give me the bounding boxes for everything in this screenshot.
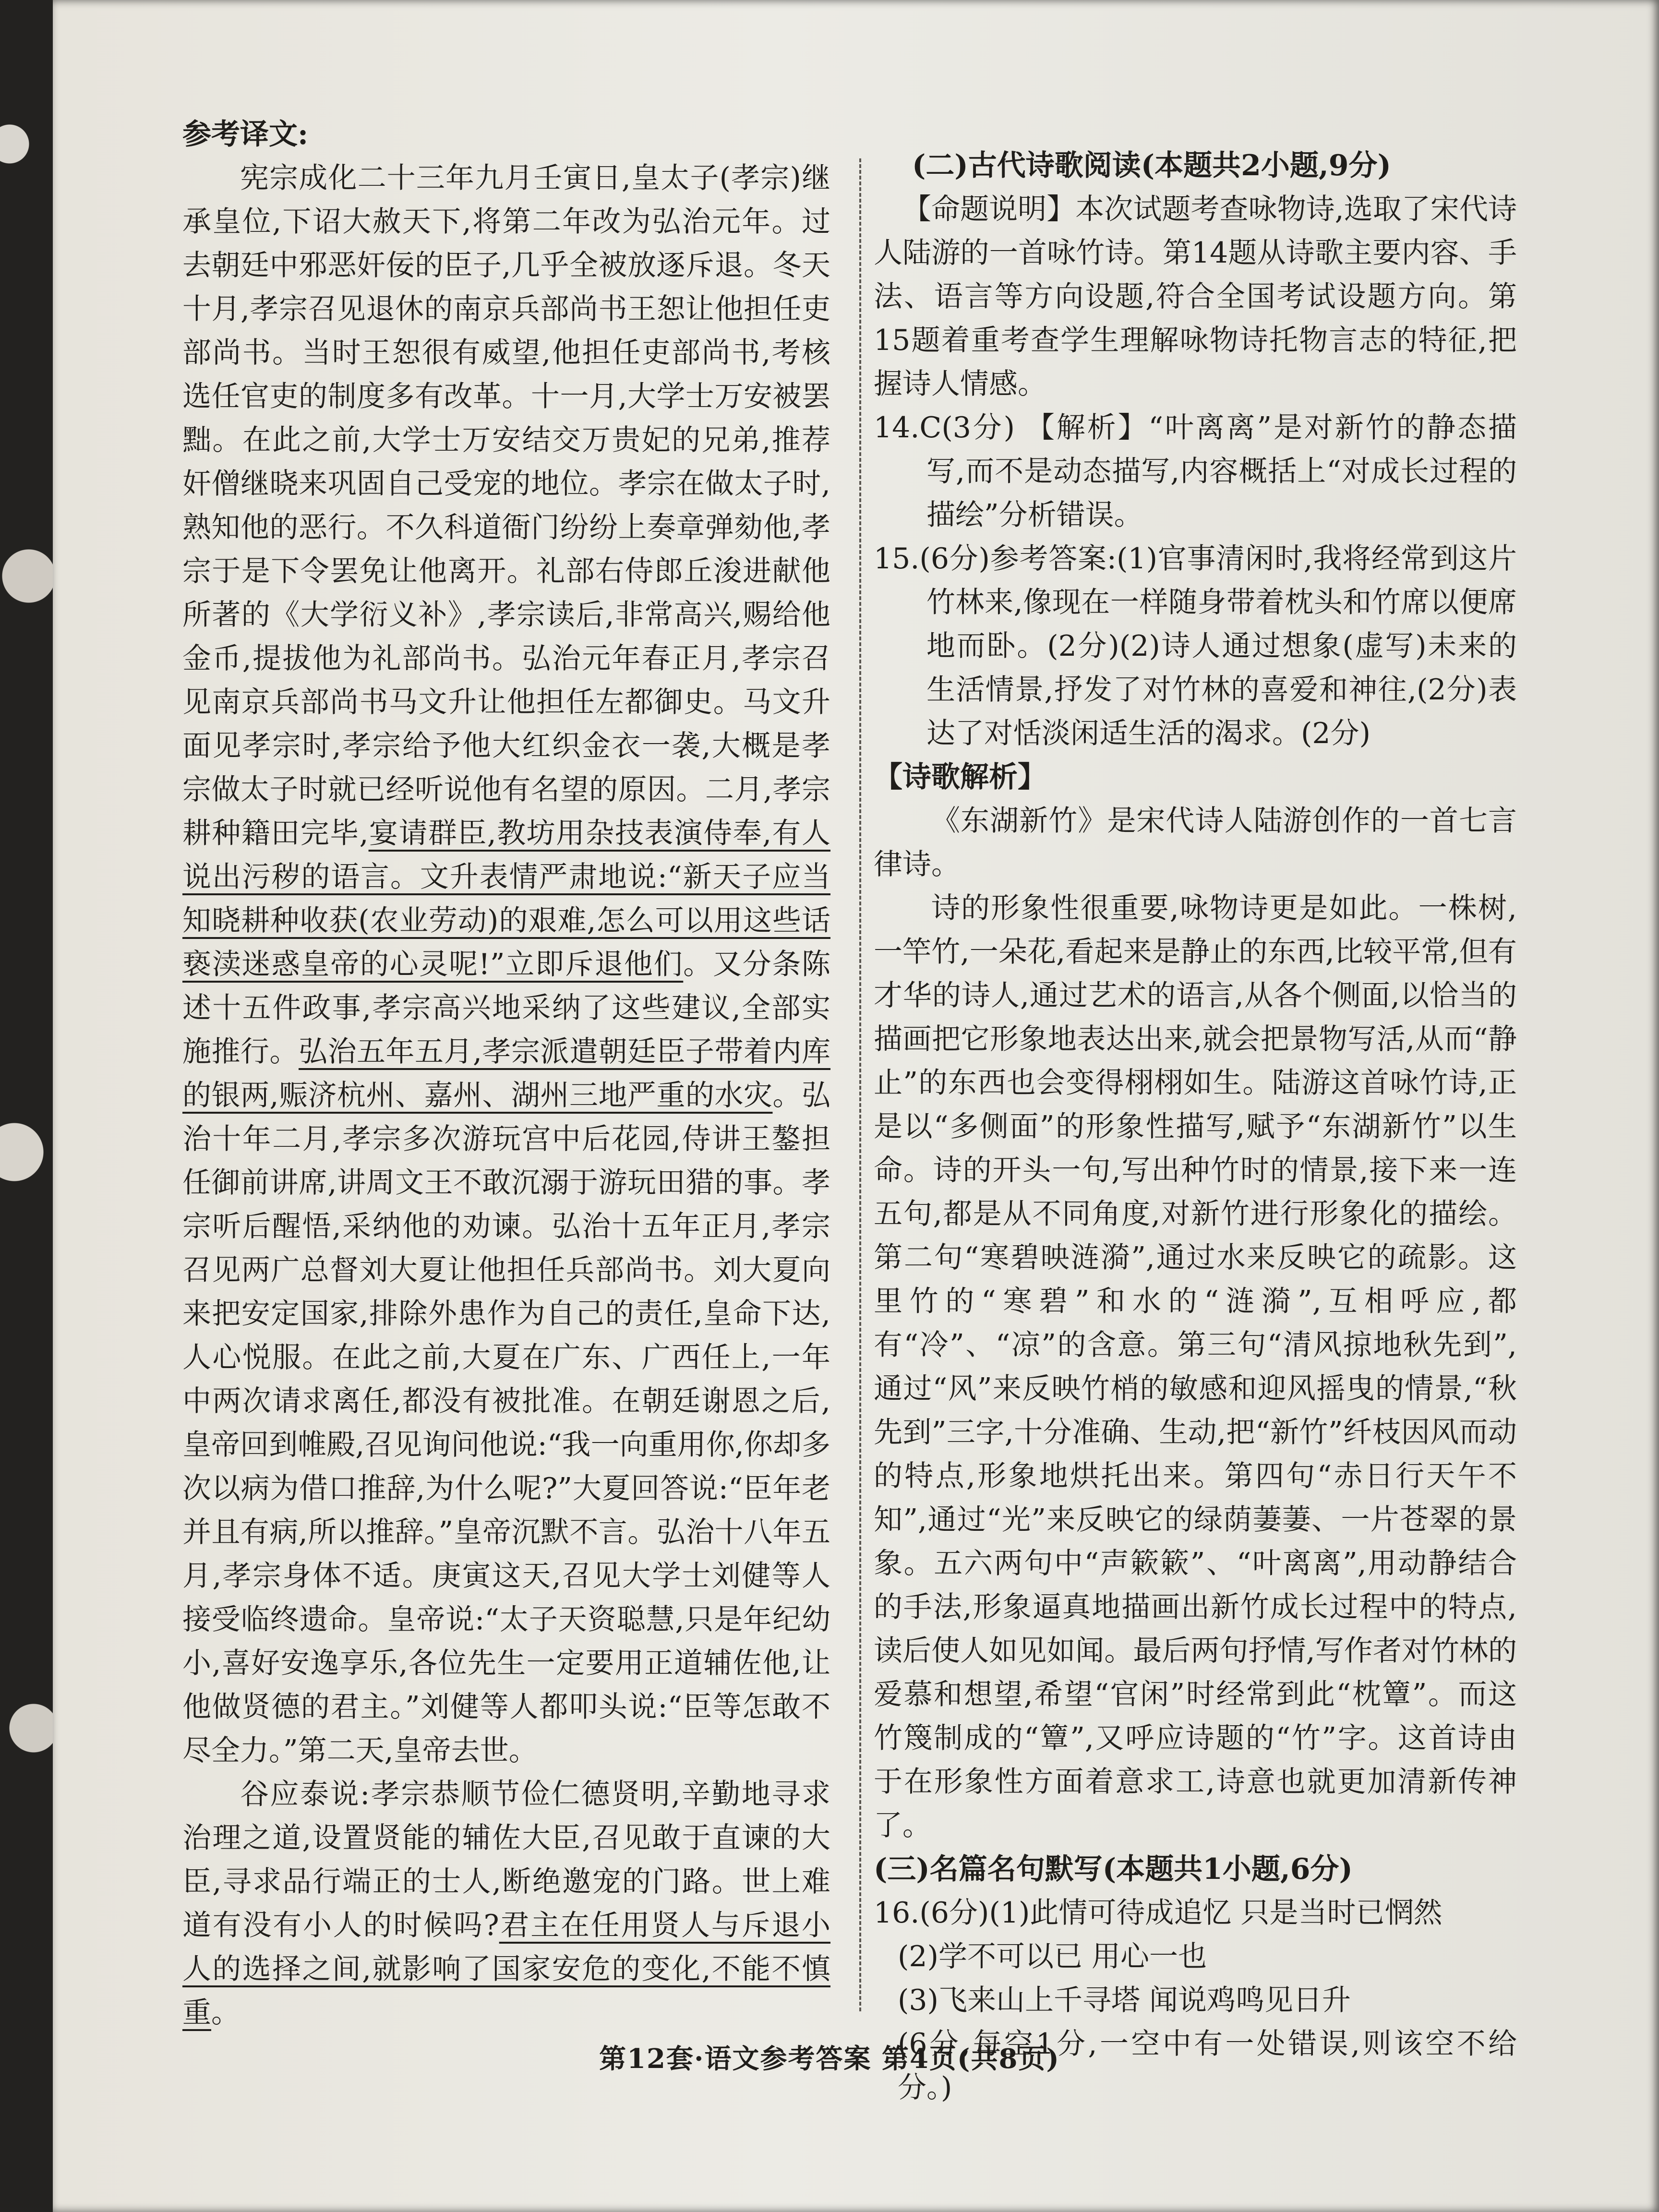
translation-heading: 参考译文:: [182, 118, 309, 151]
section3-title: (三)名篇名句默写(本题共1小题,6分): [874, 1852, 1353, 1886]
para2-underlined: 君主在任用贤人与斥退小人的选择之间,就影响了国家安危的变化,不能不慎重: [182, 1909, 831, 2030]
question-16-line-1: 16.(6分)(1)此情可待成追忆 只是当时已惘然: [874, 1896, 1443, 1930]
question-16-line-2: (2)学不可以已 用心一也: [898, 1940, 1207, 1973]
question-16-line-3: (3)飞来山上千寻塔 闻说鸡鸣见日升: [898, 1984, 1351, 2017]
left-column: [182, 113, 830, 2035]
poem-analysis-label: 【诗歌解析】: [874, 760, 1046, 794]
page-footer: 第12套·语文参考答案 第4页(共8页): [599, 2043, 1060, 2075]
right-column: [874, 144, 1517, 2110]
translation-paragraph-2: [182, 1773, 830, 2035]
para2-text-a: 谷应泰说:孝宗恭顺节俭仁德贤明,辛勤地寻求治理之道,设置贤能的辅佐大臣,召见敢于直谏的大臣,寻求品行端正的士人,断绝邀宠的门路。世上难道有没有小人的时候吗?: [182, 1778, 830, 1942]
question-16-note: (6分,每空1分,一空中有一处错误,则该空不给分。): [898, 2027, 1517, 2104]
column-divider: [859, 158, 861, 2011]
translation-paragraph-1: [182, 156, 830, 1773]
para1-text-c: 。弘治十年二月,孝宗多次游玩宫中后花园,侍讲王鏊担任御前讲席,讲周文王不敢沉溺于游玩田猎的事。孝宗听后醒悟,采纳他的劝谏。弘治十五年正月,孝宗召见两广总督刘大夏让他担任兵部尚书。刘大夏向来把安定国家,排除外患作为自己的责任,皇命下达,人心悦服。在此之前,大夏在广东、广西任上,一年中两次请求离任,都没有被批准。在朝廷谢恩之后,皇帝回到帷殿,召见询问他说:“我一向重用你,你却多次以病为借口推辞,为什么呢?”大夏回答说:“臣年老并且有病,所以推辞。”皇帝沉默不言。弘治十八年五月,孝宗身体不适。庚寅这天,召见大学士刘健等人接受临终遗命。皇帝说:“太子天资聪慧,只是年纪幼小,喜好安逸享乐,各位先生一定要用正道辅佐他,让他做贤德的君主。”刘健等人都叩头说:“臣等怎敢不尽全力。”第二天,皇帝去世。: [182, 1079, 830, 1767]
para1-text-a: 宪宗成化二十三年九月壬寅日,皇太子(孝宗)继承皇位,下诏大赦天下,将第二年改为弘治元年。过去朝廷中邪恶奸佞的臣子,几乎全被放逐斥退。冬天十月,孝宗召见退休的南京兵部尚书王恕让他担任吏部尚书。当时王恕很有威望,他担任吏部尚书,考核选任官吏的制度多有改革。十一月,大学士万安被罢黜。在此之前,大学士万安结交万贵妃的兄弟,推荐奸僧继晓来巩固自己受宠的地位。孝宗在做太子时,熟知他的恶行。不久科道衙门纷纷上奏章弹劾他,孝宗于是下令罢免让他离开。礼部右侍郎丘浚进献他所著的《大学衍义补》,孝宗读后,非常高兴,赐给他金币,提拔他为礼部尚书。弘治元年春正月,孝宗召见南京兵部尚书马文升让他担任左都御史。马文升面见孝宗时,孝宗给予他大红织金衣一袭,大概是孝宗做太子时就已经听说他有名望的原因。二月,孝宗耕种籍田完毕,: [182, 161, 830, 850]
question-15: 15.(6分)参考答案:(1)官事清闲时,我将经常到这片竹林来,像现在一样随身带着枕头和竹席以便席地而卧。(2分)(2)诗人通过想象(虚写)未来的生活情景,抒发了对竹林的喜爱和神往,(2分)表达了对恬淡闲适生活的渴求。(2分): [874, 542, 1517, 750]
para2-text-b: 。: [211, 1996, 240, 2030]
mingti-explanation: 【命题说明】本次试题考查咏物诗,选取了宋代诗人陆游的一首咏竹诗。第14题从诗歌主要内容、手法、语言等方向设题,符合全国考试设题方向。第15题着重考查学生理解咏物诗托物言志的特征,把握诗人情感。: [874, 192, 1517, 401]
question-14: 14.C(3分) 【解析】“叶离离”是对新竹的静态描写,而不是动态描写,内容概括上“对成长过程的描绘”分析错误。: [874, 411, 1517, 532]
section2-title: (二)古代诗歌阅读(本题共2小题,9分): [912, 149, 1391, 182]
para1-text-b: 。又分条陈述十五件政事,孝宗高兴地采纳了这些建议,全部实施推行。: [182, 948, 831, 1069]
poem-analysis-p1: 《东湖新竹》是宋代诗人陆游创作的一首七言律诗。: [874, 804, 1517, 881]
para1-underlined-1: 宴请群臣,教坊用杂技表演侍奉,有人说出污秽的语言。文升表情严肃地说:“新天子应当知晓耕种收获(农业劳动)的艰难,怎么可以用这些话亵渎迷惑皇帝的心灵呢!”立即斥退他们: [182, 817, 830, 981]
poem-analysis-p2: 诗的形象性很重要,咏物诗更是如此。一株树,一竿竹,一朵花,看起来是静止的东西,比较平常,但有才华的诗人,通过艺术的语言,从各个侧面,以恰当的描画把它形象地表达出来,就会把景物写活,从而“静止”的东西也会变得栩栩如生。陆游这首咏竹诗,正是以“多侧面”的形象性描写,赋予“东湖新竹”以生命。诗的开头一句,写出种竹时的情景,接下来一连五句,都是从不同角度,对新竹进行形象化的描绘。第二句“寒碧映涟漪”,通过水来反映它的疏影。这里竹的“寒碧”和水的“涟漪”,互相呼应,都有“冷”、“凉”的含意。第三句“清风掠地秋先到”,通过“风”来反映竹梢的敏感和迎风摇曳的情景,“秋先到”三字,十分准确、生动,把“新竹”纤枝因风而动的特点,形象地烘托出来。第四句“赤日行天午不知”,通过“光”来反映它的绿荫萋萋、一片苍翠的景象。五六两句中“声簌簌”、“叶离离”,用动静结合的手法,形象逼真地描画出新竹成长过程中的特点,读后使人如见如闻。最后两句抒情,写作者对竹林的爱慕和想望,希望“官闲”时经常到此“枕簟”。而这竹篾制成的“簟”,又呼应诗题的“竹”字。这首诗由于在形象性方面着意求工,诗意也就更加清新传神了。: [874, 891, 1517, 1842]
para1-underlined-2: 弘治五年五月,孝宗派遣朝廷臣子带着内库的银两,赈济杭州、嘉州、湖州三地严重的水灾: [182, 1035, 831, 1112]
